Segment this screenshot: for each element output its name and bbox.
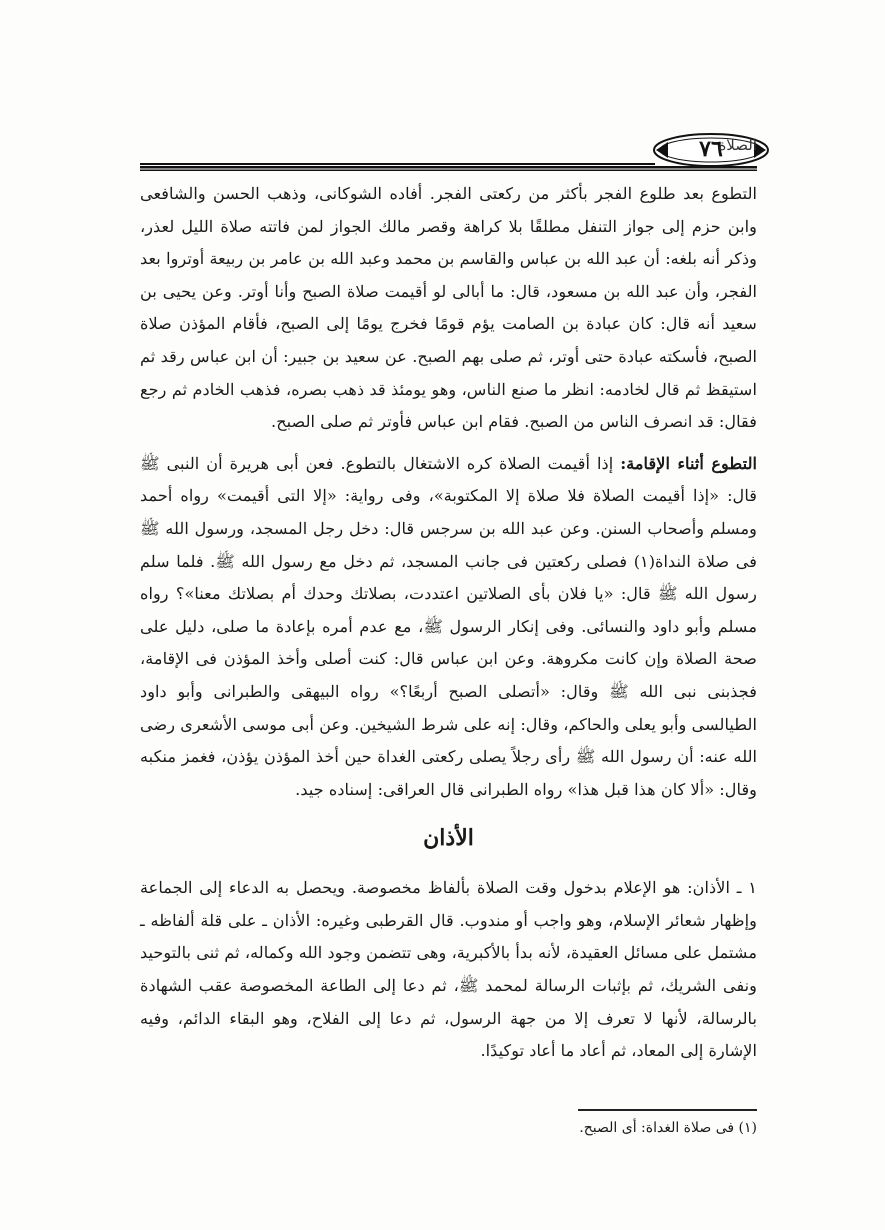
body-text [140,178,757,1068]
paragraph-2-text: إذا أقيمت الصلاة كره الاشتغال بالتطوع. فعن أبى هريرة أن النبى ﷺ قال: «إذا أقيمت الصلاة فلا صلاة إلا المكتوبة»، وفى رواية: «إلا التى أقيمت» رواه أحمد ومسلم وأصحاب السنن. وعن عبد الله بن سرجس قال: دخل رجل المسجد، ورسول الله ﷺ فى صلاة النداة(١) فصلى ركعتين فى جانب المسجد، ثم دخل مع رسول الله ﷺ. فلما سلم رسول الله ﷺ قال: «يا فلان بأى الصلاتين اعتددت، بصلاتك وحدك أم بصلاتك معنا»؟ رواه مسلم وأبو داود والنسائى. وفى إنكار الرسول ﷺ، مع عدم أمره بإعادة ما صلى، دليل على صحة الصلاة وإن كانت مكروهة. وعن ابن عباس قال: كنت أصلى وأخذ المؤذن فى الإقامة، فجذبنى نبى الله ﷺ وقال: «أتصلى الصبح أربعًا؟» رواه البيهقى والطبرانى وأبو داود الطيالسى وأبو يعلى والحاكم، وقال: إنه على شرط الشيخين. وعن أبى موسى الأشعرى رضى الله عنه: أن رسول الله ﷺ رأى رجلاً يصلى ركعتى الغداة حين أخذ المؤذن يؤذن، فغمز منكبه وقال: «ألا كان هذا قبل هذا» رواه الطبرانى قال العراقى: إسناده جيد. [140,453,757,799]
paragraph-1: التطوع بعد طلوع الفجر بأكثر من ركعتى الفجر. أفاده الشوكانى، وذهب الحسن والشافعى وابن حزم إلى جواز التنفل مطلقًا بلا كراهة وقصر مالك الجواز لمن فاتته صلاة الليل لعذر، وذكر أنه بلغه: أن عبد الله بن عباس والقاسم بن محمد وعبد الله بن عامر بن ربيعة أوتروا بعد الفجر، وأن عبد الله بن مسعود، قال: ما أبالى لو أقيمت صلاة الصبح وأنا أوتر. وعن يحيى بن سعيد أنه قال: كان عبادة بن الصامت يؤم قومًا فخرج يومًا إلى الصبح، فأقام المؤذن صلاة الصبح، فأسكته عبادة حتى أوتر، ثم صلى بهم الصبح. عن سعيد بن جبير: أن ابن عباس رقد ثم استيقظ ثم قال لخادمه: انظر ما صنع الناس، وهو يومئذ قد ذهب بصره، فذهب الخادم ثم رجع فقال: قد انصرف الناس من الصبح. فقام ابن عباس فأوتر ثم صلى الصبح. [140,184,757,432]
page-header [140,132,757,182]
paragraph-3: ١ ـ الأذان: هو الإعلام بدخول وقت الصلاة بألفاظ مخصوصة. ويحصل به الدعاء إلى الجماعة وإظهار شعائر الإسلام، وهو واجب أو مندوب. قال القرطبى وغيره: الأذان ـ على قلة ألفاظه ـ مشتمل على مسائل العقيدة، لأنه بدأ بالأكبرية، وهى تتضمن وجود الله وكماله، ثم ثنى بالتوحيد ونفى الشريك، ثم بإثبات الرسالة لمحمد ﷺ، ثم دعا إلى الطاعة المخصوصة عقب الشهادة بالرسالة، لأنها لا تعرف إلا من جهة الرسول، ثم دعا إلى الفلاح، وهو البقاء الدائم، وفيه الإشارة إلى المعاد، ثم أعاد ما أعاد توكيدًا. [140,878,757,1061]
footnote-rule [578,1109,757,1111]
footnote: (١) فى صلاة الغداة: أى الصبح. [579,1120,757,1136]
paragraph-2-heading: التطوع أثناء الإقامة: [620,453,757,473]
paragraph-2 [140,448,757,807]
header-rule [140,163,757,172]
page-number: ٧٦ [699,136,723,162]
section-heading: الأذان [423,825,474,852]
running-title: الصلاة [718,136,757,154]
